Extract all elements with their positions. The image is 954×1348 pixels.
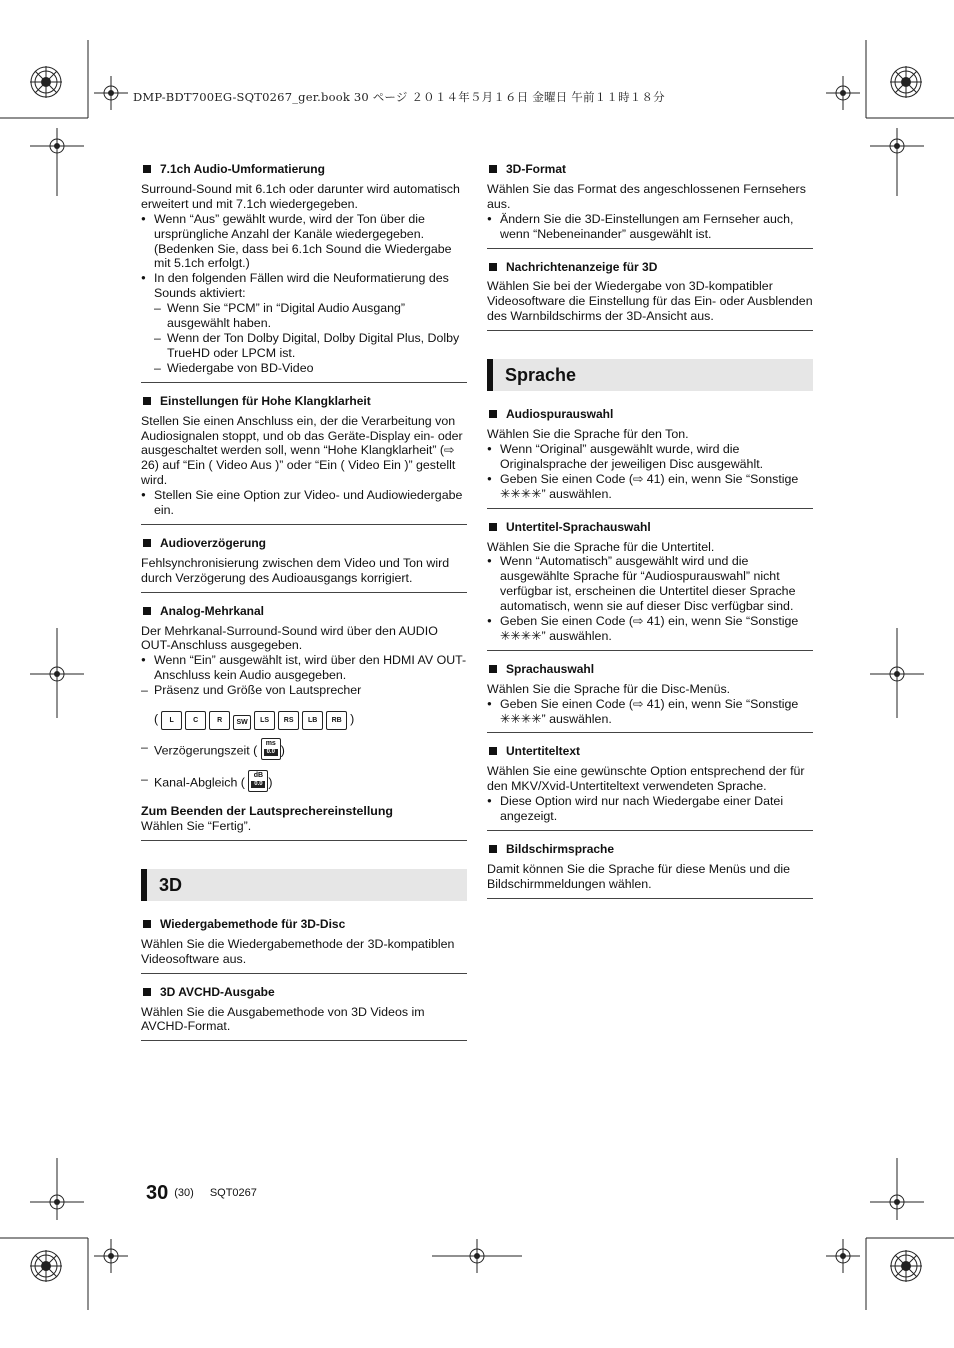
section-heading: Audiospurauswahl — [487, 407, 813, 422]
section-heading: Sprachauswahl — [487, 662, 813, 677]
bullet-item: ● Ändern Sie die 3D-Einstellungen am Fernseher auch, wenn “Nebeneinander” ausgewählt ist. — [487, 212, 813, 242]
section-text: Der Mehrkanal-Surround-Sound wird über den AUDIO OUT-Anschluss ausgegeben. — [141, 623, 438, 653]
section-heading: Untertiteltext — [487, 744, 813, 759]
section-heading: Einstellungen für Hohe Klangklarheit — [141, 394, 467, 409]
section-heading: Bildschirmsprache — [487, 842, 813, 857]
paren: ( — [154, 711, 159, 726]
section-text: Wählen Sie die Sprache für die Disc-Menüs. — [487, 681, 731, 696]
bullet-item: ● Geben Sie einen Code (⇨ 41) ein, wenn Sie “Sonstige ✳✳✳✳” auswählen. — [487, 697, 813, 727]
section-text: Stellen Sie einen Anschluss ein, der die Verarbeitung von Audiosignalen stoppt, und ob das Geräte-Display ein- oder ausgeschaltet werden soll, wenn “Hohe Klangklarheit” (⇨ 26) auf “Ein ( Video Aus )” oder “Ein ( Video Ein )” gestellt wird. — [141, 413, 463, 488]
doc-code: SQT0267 — [209, 1187, 257, 1199]
speaker-icons — [154, 708, 467, 730]
section-heading: Nachrichtenanzeige für 3D — [487, 260, 813, 275]
speaker-c-icon: C — [185, 711, 206, 730]
page-number: 30 — [146, 1182, 169, 1204]
dash-item: – Kanal-Abgleich ( dB 0.0 ) — [141, 772, 467, 794]
delay-ms-icon: ms 0.0 — [261, 738, 281, 760]
bullet-item: ● Wenn “Automatisch” ausgewählt wird und die ausgewählte Sprache für “Audiospurauswahl” nicht verfügbar ist, erscheinen die Untertitel dieser Sprache automatisch, wenn sie auf dieser Disc verfügbar sind. — [487, 554, 813, 614]
section-text: Wählen Sie eine gewünschte Option entsprechend der für den MKV/Xvid-Untertiteltext verwendeten Sprache. — [487, 764, 805, 794]
section-text: Fehlsynchronisierung zwischen dem Video und Ton wird durch Verzögerung des Audioausgangs korrigiert. — [141, 555, 450, 585]
section-heading: 7.1ch Audio-Umformatierung — [141, 162, 467, 177]
section-3d-format — [487, 162, 813, 249]
speaker-l-icon: L — [161, 711, 182, 730]
dash-item: – Wiedergabe von BD-Video — [141, 361, 467, 376]
paren: ) — [350, 711, 355, 726]
dash-item: – Verzögerungszeit ( ms 0.0 ) — [141, 740, 467, 762]
speaker-lb-icon: LB — [302, 711, 323, 730]
section-heading: Untertitel-Sprachauswahl — [487, 520, 813, 535]
section-text: Wählen Sie die Ausgabemethode von 3D Videos im AVCHD-Format. — [141, 1004, 425, 1034]
section-text: Wählen Sie die Sprache für den Ton. — [487, 427, 689, 442]
section-sprachauswahl — [487, 662, 813, 734]
speaker-r-icon: R — [209, 711, 230, 730]
section-text: Damit können Sie die Sprache für diese Menüs und die Bildschirmmeldungen wählen. — [487, 861, 791, 891]
section-heading: 3D-Format — [487, 162, 813, 177]
section-hohe-klangklarheit — [141, 394, 467, 525]
section-untertiteltext — [487, 744, 813, 831]
page-footer — [146, 1182, 257, 1205]
section-7-1ch-audio — [141, 162, 467, 383]
dash-item: – Präsenz und Größe von Lautsprecher — [141, 683, 467, 698]
bullet-item: ● Wenn “Aus” gewählt wurde, wird der Ton über die ursprüngliche Anzahl der Kanäle wiedergegeben. (Bedenken Sie, dass bei 6.1ch Sound die Wiedergabe mit 5.1ch erfolgt.) — [141, 212, 467, 272]
band-3d: 3D — [141, 869, 467, 901]
bullet-item: ● Wenn “Original” ausgewählt wurde, wird die Originalsprache der jeweiligen Disc ausgewählt. — [487, 442, 813, 472]
section-text: Wählen Sie bei der Wiedergabe von 3D-kompatibler Videosoftware die Einstellung für das Ein- oder Ausblenden des Warnbildschirms der 3D-Ansicht aus. — [487, 279, 813, 324]
section-text: Wählen Sie “Fertig”. — [141, 819, 252, 833]
speaker-ls-icon: LS — [254, 711, 275, 730]
subheading: Zum Beenden der Lautsprechereinstellung — [141, 804, 393, 819]
section-nachrichtenanzeige-3d — [487, 260, 813, 332]
bullet-item: ● Wenn “Ein” ausgewählt ist, wird über den HDMI AV OUT-Anschluss kein Audio ausgegeben. — [141, 653, 467, 683]
speaker-rs-icon: RS — [278, 711, 299, 730]
section-audioverzoegerung — [141, 536, 467, 593]
section-wiedergabemethode-3d — [141, 917, 467, 974]
band-sprache: Sprache — [487, 359, 813, 391]
section-audiospurauswahl — [487, 407, 813, 508]
page-sub: (30) — [174, 1187, 194, 1199]
section-analog-mehrkanal — [141, 604, 467, 841]
section-text: Wählen Sie die Sprache für die Untertitel. — [487, 539, 715, 554]
section-bildschirmsprache — [487, 842, 813, 899]
level-db-icon: dB 0.0 — [248, 770, 268, 792]
section-heading: Wiedergabemethode für 3D-Disc — [141, 917, 467, 932]
section-text: Surround-Sound mit 6.1ch oder darunter wird automatisch erweitert und mit 7.1ch wiedergegeben. — [141, 181, 460, 211]
section-heading: Audioverzögerung — [141, 536, 467, 551]
bullet-item: ● In den folgenden Fällen wird die Neuformatierung des Sounds aktiviert: — [141, 271, 467, 301]
section-heading: Analog-Mehrkanal — [141, 604, 467, 619]
right-column — [487, 160, 813, 910]
bullet-item: ● Stellen Sie eine Option zur Video- und Audiowiedergabe ein. — [141, 488, 467, 518]
section-3d-avchd — [141, 985, 467, 1042]
speaker-rb-icon: RB — [326, 711, 347, 730]
dash-item: – Wenn Sie “PCM” in “Digital Audio Ausgang” ausgewählt haben. — [141, 301, 467, 331]
section-heading: 3D AVCHD-Ausgabe — [141, 985, 467, 1000]
section-untertitel-sprachauswahl — [487, 520, 813, 651]
section-text: Wählen Sie das Format des angeschlossenen Fernsehers aus. — [487, 181, 806, 211]
print-header: DMP-BDT700EG-SQT0267_ger.book 30 ページ ２０１４年５月１６日 金曜日 午前１１時１８分 — [133, 90, 665, 104]
left-column — [141, 160, 467, 1052]
section-text: Wählen Sie die Wiedergabemethode der 3D-kompatiblen Videosoftware aus. — [141, 936, 455, 966]
bullet-item: ● Diese Option wird nur nach Wiedergabe einer Datei angezeigt. — [487, 794, 813, 824]
bullet-item: ● Geben Sie einen Code (⇨ 41) ein, wenn Sie “Sonstige ✳✳✳✳” auswählen. — [487, 472, 813, 502]
dash-item: – Wenn der Ton Dolby Digital, Dolby Digital Plus, Dolby TrueHD oder LPCM ist. — [141, 331, 467, 361]
bullet-item: ● Geben Sie einen Code (⇨ 41) ein, wenn Sie “Sonstige ✳✳✳✳” auswählen. — [487, 614, 813, 644]
subwoofer-icon: SW — [233, 715, 251, 730]
